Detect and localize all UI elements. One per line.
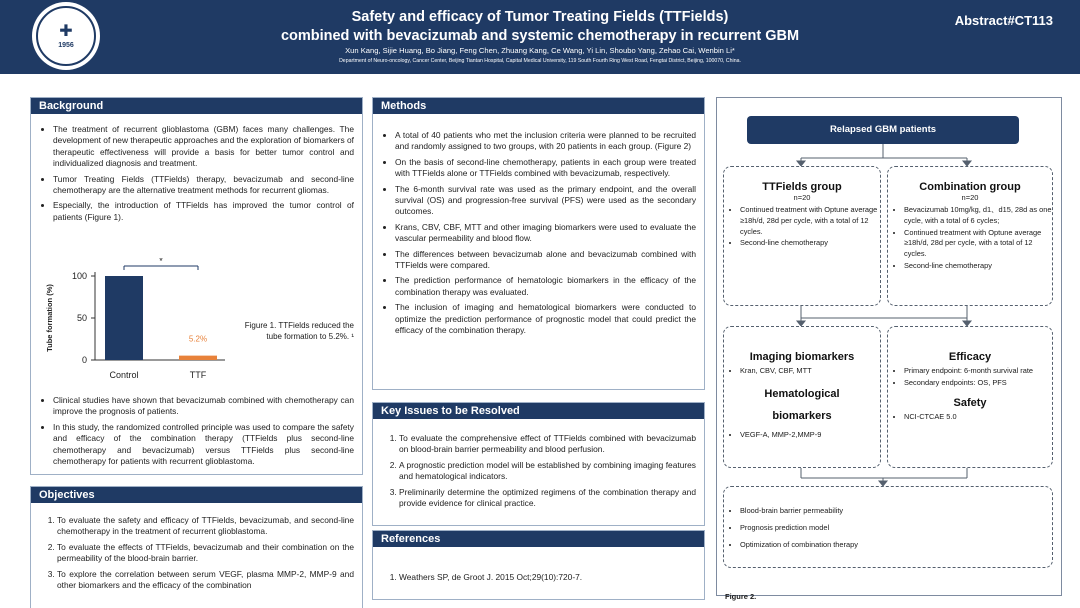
ttfields-group-list bbox=[724, 205, 880, 249]
efficacy-list bbox=[888, 366, 1052, 389]
list-item: • Blood-brain barrier permeability bbox=[740, 503, 1052, 519]
list-item: • A total of 40 patients who met the inclusion criteria were planned to be recruited and randomly assigned to two groups, with 20 patients in each group. (Figure 2) bbox=[395, 130, 704, 153]
list-item: • Second-line chemotherapy bbox=[740, 238, 880, 249]
affiliation: Department of Neuro-oncology, Cancer Center, Beijing Tiantan Hospital, Capital Medical University, 119 South Fourth Ring West Road, Fengtai District, Beijing, 100070, China. bbox=[339, 58, 741, 64]
bar-ttf bbox=[179, 356, 217, 360]
efficacy-safety-node bbox=[887, 326, 1053, 468]
list-item: • Secondary endpoints: OS, PFS bbox=[904, 378, 1052, 389]
list-item: • Prognosis prediction model bbox=[740, 520, 1052, 536]
methods-bullets bbox=[373, 130, 704, 337]
list-item: • Kran, CBV, CBF, MTT bbox=[740, 366, 880, 377]
biomarkers-node bbox=[723, 326, 881, 468]
background-bullets bbox=[31, 124, 362, 223]
hematological-biomarkers-title: Hematological biomarkers bbox=[764, 387, 840, 422]
list-item: 1. Weathers SP, de Groot J. 2015 Oct;29(10):720-7. bbox=[399, 572, 704, 583]
ttfields-group-node bbox=[723, 166, 881, 306]
outcomes-list bbox=[724, 503, 1052, 553]
list-item: 3. To explore the correlation between serum VEGF, plasma MMP-2, MMP-9 and other biomarkers and the efficacy of the combination bbox=[57, 569, 362, 592]
efficacy-title: Efficacy bbox=[948, 351, 992, 363]
figure-2-label: Figure 2. bbox=[725, 592, 757, 601]
list-item: • In this study, the randomized controlled principle was used to compare the safety and efficacy of the combination therapy (TTFields plus second-line chemotherapy and bevacizumab) versus TTFields plus second-line chemotherapy for patients with recurrent glioblastoma. bbox=[53, 422, 362, 468]
list-item: • Tumor Treating Fields (TTFields) therapy, bevacizumab and second-line chemotherapy are the alternative treatment methods for recurrent gliomas. bbox=[53, 174, 362, 197]
bar-control bbox=[105, 276, 143, 360]
study-design-diagram bbox=[716, 97, 1062, 601]
list-item: • The treatment of recurrent glioblastoma (GBM) faces many challenges. The development of new therapeutic approaches and the exploration of biomarkers of therapeutic effectiveness will provide a basis for better tumor control and individualized diagnosis and treatment. bbox=[53, 124, 362, 170]
key-issues-panel bbox=[372, 402, 705, 526]
significance-label: * bbox=[159, 258, 163, 266]
figure-1-caption: Figure 1. TTFields reduced the tube formation to 5.2%. ¹ bbox=[244, 321, 354, 341]
list-item: 1. To evaluate the comprehensive effect of TTFields combined with bevacizumab on blood-brain barrier permeability and blood perfusion. bbox=[399, 433, 704, 456]
poster-title-line1: Safety and efficacy of Tumor Treating Fields (TTFields) bbox=[351, 9, 729, 25]
outcomes-node bbox=[723, 486, 1053, 568]
list-item: • Continued treatment with Optune average ≥18h/d, 28d per cycle, with a total of 12 cycles. bbox=[904, 228, 1052, 260]
poster-header bbox=[0, 0, 1080, 74]
imaging-biomarkers-list bbox=[724, 366, 880, 377]
y-tick-label: 0 bbox=[81, 355, 87, 365]
x-tick-label: Control bbox=[109, 370, 139, 380]
x-tick-label: TTF bbox=[189, 370, 207, 380]
list-item: • Primary endpoint: 6-month survival rate bbox=[904, 366, 1052, 377]
list-item: 3. Preliminarily determine the optimized regimens of the combination therapy and provide evidence for clinical practice. bbox=[399, 487, 704, 510]
safety-list bbox=[888, 412, 1052, 423]
author-list: Xun Kang, Sijie Huang, Bo Jiang, Feng Chen, Zhuang Kang, Ce Wang, Yi Lin, Shoubo Yang, Zehao Cai, Wenbin Li* bbox=[345, 46, 735, 55]
combination-group-title: Combination group bbox=[919, 181, 1021, 193]
list-item: • Second-line chemotherapy bbox=[904, 261, 1052, 272]
references-panel bbox=[372, 530, 705, 600]
references-heading: References bbox=[373, 531, 704, 547]
list-item: • Krans, CBV, CBF, MTT and other imaging biomarkers were used to evaluate the vascular permeability and blood flow. bbox=[395, 222, 704, 245]
objectives-list bbox=[31, 515, 362, 591]
list-item: 2. A prognostic prediction model will be established by combining imaging features and hematological indicators. bbox=[399, 460, 704, 483]
y-axis-label: Tube formation (%) bbox=[45, 284, 54, 352]
list-item: • VEGF-A, MMP-2,MMP-9 bbox=[740, 430, 880, 441]
ttfields-group-title: TTFields group bbox=[762, 181, 842, 193]
objectives-panel bbox=[30, 486, 363, 608]
list-item: • The inclusion of imaging and hematological biomarkers were conducted to optimize the prediction performance of prognostic model that could predict the efficacy of the combination therapy. bbox=[395, 302, 704, 336]
combination-group-list bbox=[888, 205, 1052, 272]
methods-panel bbox=[372, 97, 705, 390]
combination-group-n: n=20 bbox=[961, 193, 979, 202]
y-tick-label: 100 bbox=[71, 271, 87, 281]
safety-title: Safety bbox=[953, 396, 987, 409]
objectives-heading: Objectives bbox=[31, 487, 362, 503]
list-item: • Especially, the introduction of TTFields has improved the tumor control of patients (Figure 1). bbox=[53, 200, 362, 223]
list-item: 2. To evaluate the effects of TTFields, bevacizumab and their combination on the permeability of the blood-brain barrier. bbox=[57, 542, 362, 565]
methods-heading: Methods bbox=[373, 98, 704, 114]
hematological-biomarkers-list bbox=[724, 430, 880, 441]
list-item: • On the basis of second-line chemotherapy, patients in each group were treated with TTFields alone or TTFields combined with bevacizumab, respectively. bbox=[395, 157, 704, 180]
key-issues-heading: Key Issues to be Resolved bbox=[373, 403, 704, 419]
references-list bbox=[373, 572, 704, 583]
list-item: • Optimization of combination therapy bbox=[740, 537, 1052, 553]
list-item: • The differences between bevacizumab alone and bevacizumab combined with TTFields were compared. bbox=[395, 249, 704, 272]
start-node: Relapsed GBM patients bbox=[747, 116, 1019, 144]
logo-emblem-icon: ✚ bbox=[59, 22, 73, 40]
list-item: • Continued treatment with Optune average ≥18h/d, 28d per cycle, with a total of 12 cycles. bbox=[740, 205, 880, 237]
background-heading: Background bbox=[31, 98, 362, 114]
list-item: • NCI-CTCAE 5.0 bbox=[904, 412, 1052, 423]
combination-group-node bbox=[887, 166, 1053, 306]
y-tick-label: 50 bbox=[76, 313, 87, 323]
hospital-logo bbox=[32, 2, 100, 70]
data-label: 5.2% bbox=[188, 334, 208, 344]
ttfields-group-n: n=20 bbox=[793, 193, 811, 202]
list-item: 1. To evaluate the safety and efficacy of TTFields, bevacizumab, and second-line chemotherapy in the treatment of recurrent glioblastoma. bbox=[57, 515, 362, 538]
list-item: • Bevacizumab 10mg/kg, d1、d15, 28d as one cycle, with a total of 6 cycles; bbox=[904, 205, 1052, 227]
key-issues-list bbox=[373, 433, 704, 509]
list-item: • Clinical studies have shown that bevacizumab combined with chemotherapy can improve the prognosis of patients. bbox=[53, 395, 362, 418]
list-item: • The 6-month survival rate was used as the primary endpoint, and the overall survival (OS) and progression-free survival (PFS) were used as the secondary outcomes. bbox=[395, 184, 704, 218]
list-item: • The prediction performance of hematologic biomarkers in the efficacy of the combination therapy was evaluated. bbox=[395, 275, 704, 298]
abstract-id: Abstract#CT113 bbox=[954, 13, 1053, 28]
poster-title-line2: combined with bevacizumab and systemic chemotherapy in recurrent GBM bbox=[280, 28, 800, 44]
background-bullets-after bbox=[31, 395, 362, 467]
tube-formation-chart bbox=[40, 258, 230, 388]
imaging-biomarkers-title: Imaging biomarkers bbox=[749, 351, 855, 363]
logo-year: 1956 bbox=[58, 41, 74, 49]
figure-1 bbox=[40, 258, 360, 388]
